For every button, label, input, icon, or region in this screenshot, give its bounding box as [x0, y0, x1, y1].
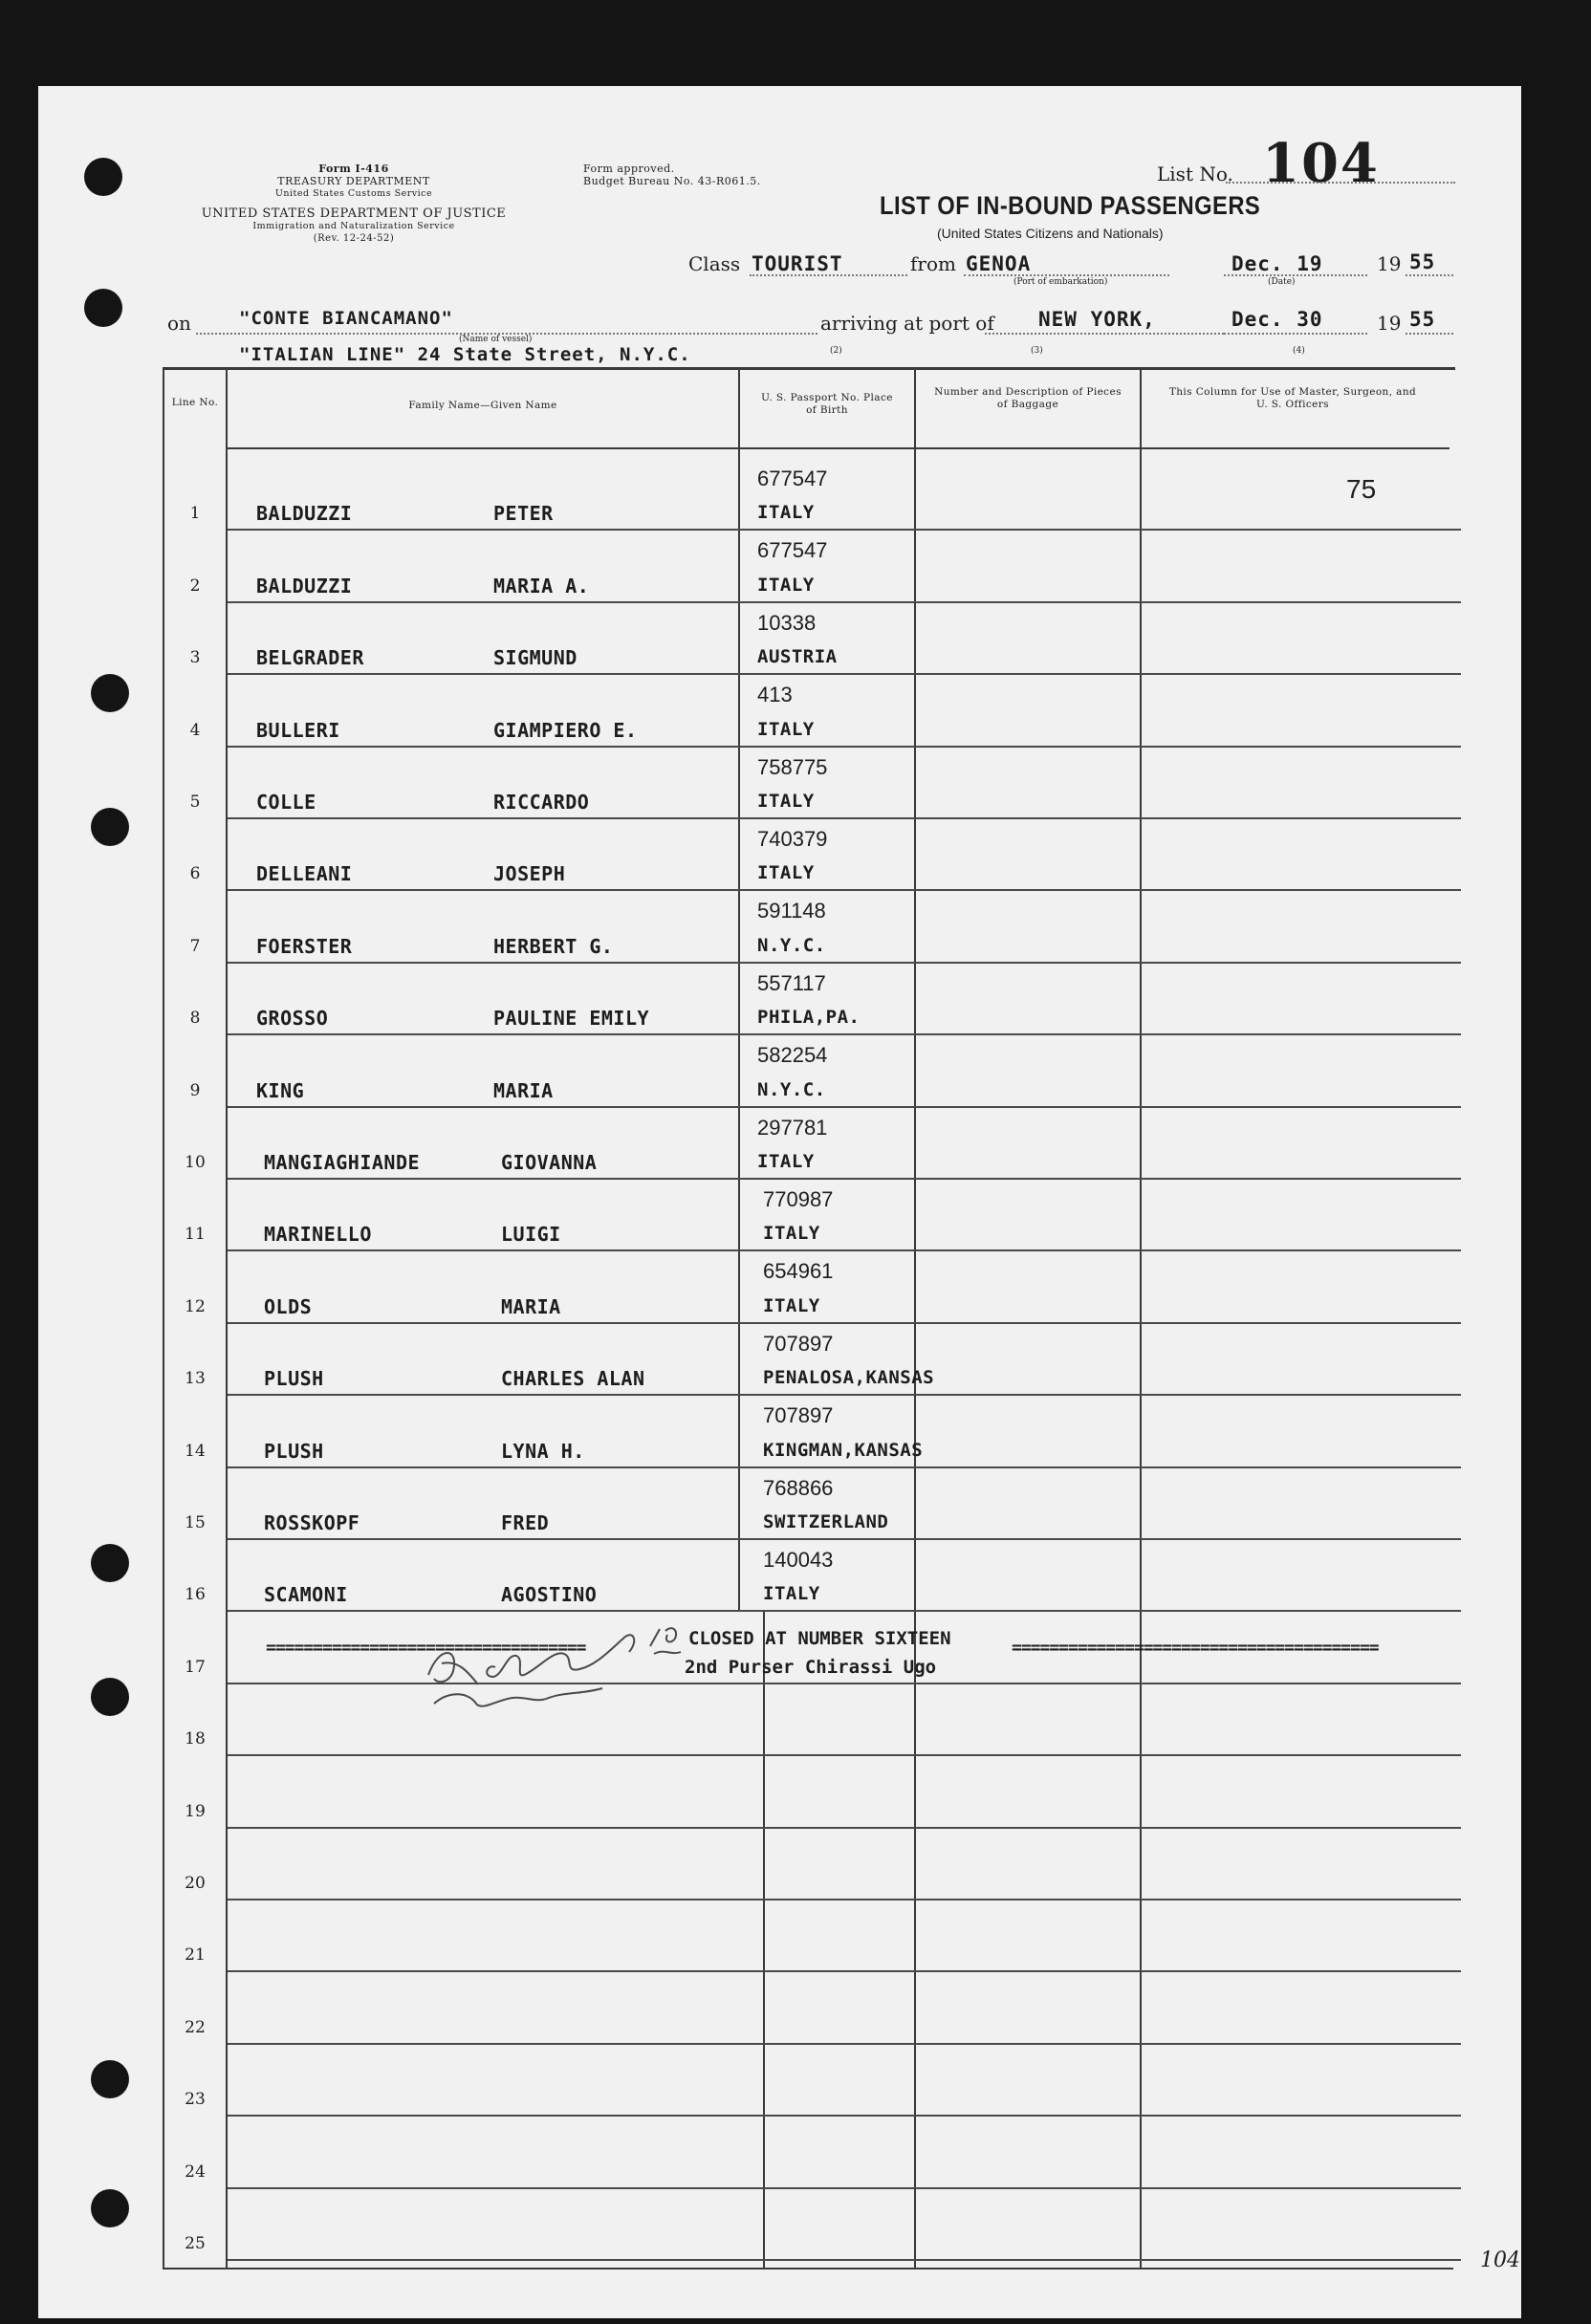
from-label: from: [910, 252, 956, 275]
dotted-rule: [1224, 333, 1367, 335]
row-rule: [228, 1466, 1461, 1468]
port-of-arrival: NEW YORK,: [1038, 308, 1156, 331]
passport-number: 654961: [763, 1259, 834, 1283]
table-top-border: [163, 367, 1455, 370]
header-approval: Form approved. Budget Bureau No. 43-R061.5.: [583, 163, 761, 187]
punch-hole: [84, 158, 122, 196]
line-number: 24: [185, 2162, 206, 2182]
family-name: GROSSO: [256, 1007, 329, 1030]
given-name: PETER: [493, 502, 554, 525]
punch-hole: [91, 1544, 129, 1582]
row-rule: [228, 1394, 1461, 1396]
dotted-rule: [985, 333, 1224, 335]
punch-hole: [91, 674, 129, 712]
place-of-birth: AUSTRIA: [757, 646, 838, 667]
family-name: FOERSTER: [256, 935, 353, 958]
given-name: CHARLES ALAN: [501, 1367, 645, 1390]
place-of-birth: ITALY: [763, 1223, 820, 1244]
place-of-birth: ITALY: [757, 862, 815, 883]
family-name: PLUSH: [264, 1440, 324, 1463]
vessel-caption: (Name of vessel): [459, 335, 533, 344]
row-rule: [228, 2259, 1461, 2261]
header-agencies: Form I-416 TREASURY DEPARTMENT United States Customs Service UNITED STATES DEPARTMENT OF JUSTICE Immigration and Naturalization Service (Rev. 12-24-52): [201, 163, 507, 244]
date-caption: (Date): [1268, 277, 1296, 287]
family-name: MANGIAGHIANDE: [264, 1151, 421, 1174]
row-rule: [228, 817, 1461, 819]
document-subtitle: (United States Citizens and Nationals): [937, 226, 1164, 241]
dotted-rule: [1406, 333, 1453, 335]
dotted-rule: [1226, 182, 1455, 184]
line-number: 15: [185, 1513, 206, 1532]
column-divider: [226, 367, 228, 2270]
column-header-passport: U. S. Passport No. Place of Birth: [761, 392, 893, 416]
row-rule: [228, 1106, 1461, 1108]
arrival-date: Dec. 30: [1231, 308, 1323, 331]
column-header-baggage: Number and Description of Pieces of Baggage: [934, 386, 1122, 410]
place-of-birth: ITALY: [757, 502, 815, 523]
row-rule: [228, 1178, 1461, 1180]
line-agent: "ITALIAN LINE" 24 State Street, N.Y.C.: [239, 344, 691, 365]
place-of-birth: N.Y.C.: [757, 1079, 826, 1100]
line-number: 23: [185, 2090, 206, 2109]
table-left-border: [163, 367, 164, 2270]
row-rule: [228, 1033, 1461, 1035]
column-header-line-no: Line No.: [171, 397, 219, 408]
row-rule: [228, 2187, 1461, 2189]
list-number: 104: [1262, 132, 1380, 195]
row-rule: [228, 2115, 1461, 2117]
given-name: MARIA: [493, 1079, 554, 1102]
given-name: GIOVANNA: [501, 1151, 598, 1174]
row-rule: [228, 962, 1461, 964]
passport-number: 297781: [757, 1116, 828, 1140]
row-rule: [228, 1610, 1461, 1612]
page-mark: 104: [1480, 2248, 1520, 2272]
dotted-rule: [1406, 274, 1453, 276]
line-number: 7: [189, 937, 201, 956]
given-name: FRED: [501, 1511, 550, 1534]
closed-notice: CLOSED AT NUMBER SIXTEEN: [688, 1628, 951, 1649]
arrival-year: 55: [1409, 308, 1436, 331]
arriving-label: arriving at port of: [820, 312, 994, 335]
passport-number: 591148: [757, 899, 826, 923]
passport-number: 10338: [757, 611, 817, 635]
row-rule: [228, 601, 1461, 603]
document-title: LIST OF IN-BOUND PASSENGERS: [880, 191, 1261, 220]
row-rule: [228, 1754, 1461, 1756]
passport-number: 770987: [763, 1187, 834, 1211]
place-of-birth: PENALOSA,KANSAS: [763, 1367, 935, 1388]
line-number: 8: [189, 1009, 201, 1028]
row-rule: [228, 1249, 1461, 1251]
given-name: GIAMPIERO E.: [493, 719, 638, 742]
year-prefix: 19: [1377, 252, 1402, 275]
passport-number: 413: [757, 683, 793, 706]
column-divider: [914, 367, 916, 2270]
line-number: 14: [185, 1442, 206, 1461]
class-value: TOURIST: [752, 252, 843, 275]
handwritten-signature: [421, 1616, 784, 1730]
place-of-birth: ITALY: [757, 791, 815, 812]
punch-hole: [91, 2189, 129, 2227]
column-header-officers: This Column for Use of Master, Surgeon, and U. S. Officers: [1168, 386, 1417, 410]
line-number: 6: [189, 864, 201, 883]
given-name: MARIA A.: [493, 575, 590, 597]
dotted-rule: [750, 274, 907, 276]
passport-number: 140043: [763, 1548, 834, 1572]
column-divider: [1140, 367, 1142, 2270]
line-number: 3: [189, 648, 201, 667]
passport-number: 707897: [763, 1332, 834, 1356]
passport-number: 740379: [757, 827, 828, 851]
officer-count: 75: [1346, 474, 1377, 504]
place-of-birth: ITALY: [757, 719, 815, 740]
family-name: SCAMONI: [264, 1583, 348, 1606]
line-number: 5: [189, 793, 201, 812]
family-name: DELLEANI: [256, 862, 353, 885]
line-number: 13: [185, 1369, 206, 1388]
embarkation-year: 55: [1409, 250, 1436, 273]
line-number: 1: [189, 504, 201, 523]
row-rule: [228, 889, 1461, 891]
year-prefix: 19: [1377, 312, 1402, 335]
punch-hole: [91, 2060, 129, 2098]
row-rule: [228, 1970, 1461, 1972]
punch-hole: [91, 1678, 129, 1716]
row-rule: [228, 1683, 1461, 1684]
place-of-birth: SWITZERLAND: [763, 1511, 889, 1532]
embarkation-caption: (Port of embarkation): [1013, 277, 1108, 287]
given-name: LYNA H.: [501, 1440, 585, 1463]
caption-4: (4): [1293, 346, 1305, 356]
family-name: KING: [256, 1079, 305, 1102]
passport-number: 707897: [763, 1403, 834, 1427]
place-of-birth: ITALY: [763, 1295, 820, 1316]
given-name: JOSEPH: [493, 862, 566, 885]
dotted-rule: [1224, 274, 1367, 276]
line-number: 17: [185, 1658, 206, 1677]
given-name: LUIGI: [501, 1223, 561, 1246]
line-number: 22: [185, 2018, 206, 2037]
dotted-rule: [964, 274, 1169, 276]
place-of-birth: PHILA,PA.: [757, 1007, 861, 1028]
closing-dash-line: =======================================: [1012, 1638, 1379, 1658]
row-rule: [228, 1322, 1461, 1324]
family-name: COLLE: [256, 791, 316, 814]
row-rule: [228, 746, 1461, 748]
punch-hole: [84, 289, 122, 327]
passport-number: 677547: [757, 467, 828, 490]
line-number: 12: [185, 1297, 206, 1316]
family-name: BALDUZZI: [256, 575, 353, 597]
column-divider: [738, 367, 740, 1610]
table-bottom-border: [163, 2268, 1453, 2270]
row-rule: [228, 673, 1461, 675]
place-of-birth: ITALY: [757, 1151, 815, 1172]
line-number: 4: [189, 721, 201, 740]
passport-number: 677547: [757, 538, 828, 562]
family-name: BALDUZZI: [256, 502, 353, 525]
family-name: BELGRADER: [256, 646, 364, 669]
given-name: SIGMUND: [493, 646, 578, 669]
family-name: BULLERI: [256, 719, 340, 742]
list-number-label: List No.: [1157, 163, 1233, 185]
given-name: AGOSTINO: [501, 1583, 598, 1606]
family-name: OLDS: [264, 1295, 313, 1318]
passport-number: 758775: [757, 755, 828, 779]
given-name: RICCARDO: [493, 791, 590, 814]
embarkation-date: Dec. 19: [1231, 252, 1323, 275]
family-name: PLUSH: [264, 1367, 324, 1390]
given-name: PAULINE EMILY: [493, 1007, 650, 1030]
line-number: 11: [185, 1225, 206, 1244]
header-rule: [228, 447, 1449, 449]
line-number: 2: [189, 576, 201, 596]
line-number: 20: [185, 1874, 206, 1893]
caption-3: (3): [1031, 346, 1043, 356]
family-name: MARINELLO: [264, 1223, 372, 1246]
row-rule: [228, 1899, 1461, 1900]
closing-dash-line: ==================================: [266, 1638, 586, 1658]
place-of-birth: KINGMAN,KANSAS: [763, 1440, 924, 1461]
row-rule: [228, 1827, 1461, 1829]
on-label: on: [167, 312, 191, 335]
place-of-birth: ITALY: [763, 1583, 820, 1604]
line-number: 18: [185, 1729, 206, 1748]
column-header-name: Family Name—Given Name: [408, 400, 557, 411]
vessel-name: "CONTE BIANCAMANO": [239, 308, 453, 329]
row-rule: [228, 529, 1461, 531]
class-label: Class: [688, 252, 741, 275]
port-of-embarkation: GENOA: [966, 252, 1032, 275]
row-rule: [228, 1538, 1461, 1540]
line-number: 19: [185, 1802, 206, 1821]
line-number: 10: [185, 1153, 206, 1172]
row-rule: [228, 2043, 1461, 2045]
line-number: 16: [185, 1585, 206, 1604]
caption-2: (2): [830, 346, 842, 356]
line-number: 21: [185, 1945, 206, 1965]
line-number: 9: [189, 1081, 201, 1100]
passport-number: 582254: [757, 1043, 828, 1067]
purser-name: 2nd Purser Chirassi Ugo: [685, 1657, 937, 1678]
family-name: ROSSKOPF: [264, 1511, 360, 1534]
punch-hole: [91, 808, 129, 846]
place-of-birth: N.Y.C.: [757, 935, 826, 956]
line-number: 25: [185, 2234, 206, 2253]
passport-number: 557117: [757, 971, 826, 995]
given-name: HERBERT G.: [493, 935, 614, 958]
given-name: MARIA: [501, 1295, 561, 1318]
place-of-birth: ITALY: [757, 575, 815, 596]
passport-number: 768866: [763, 1476, 834, 1500]
